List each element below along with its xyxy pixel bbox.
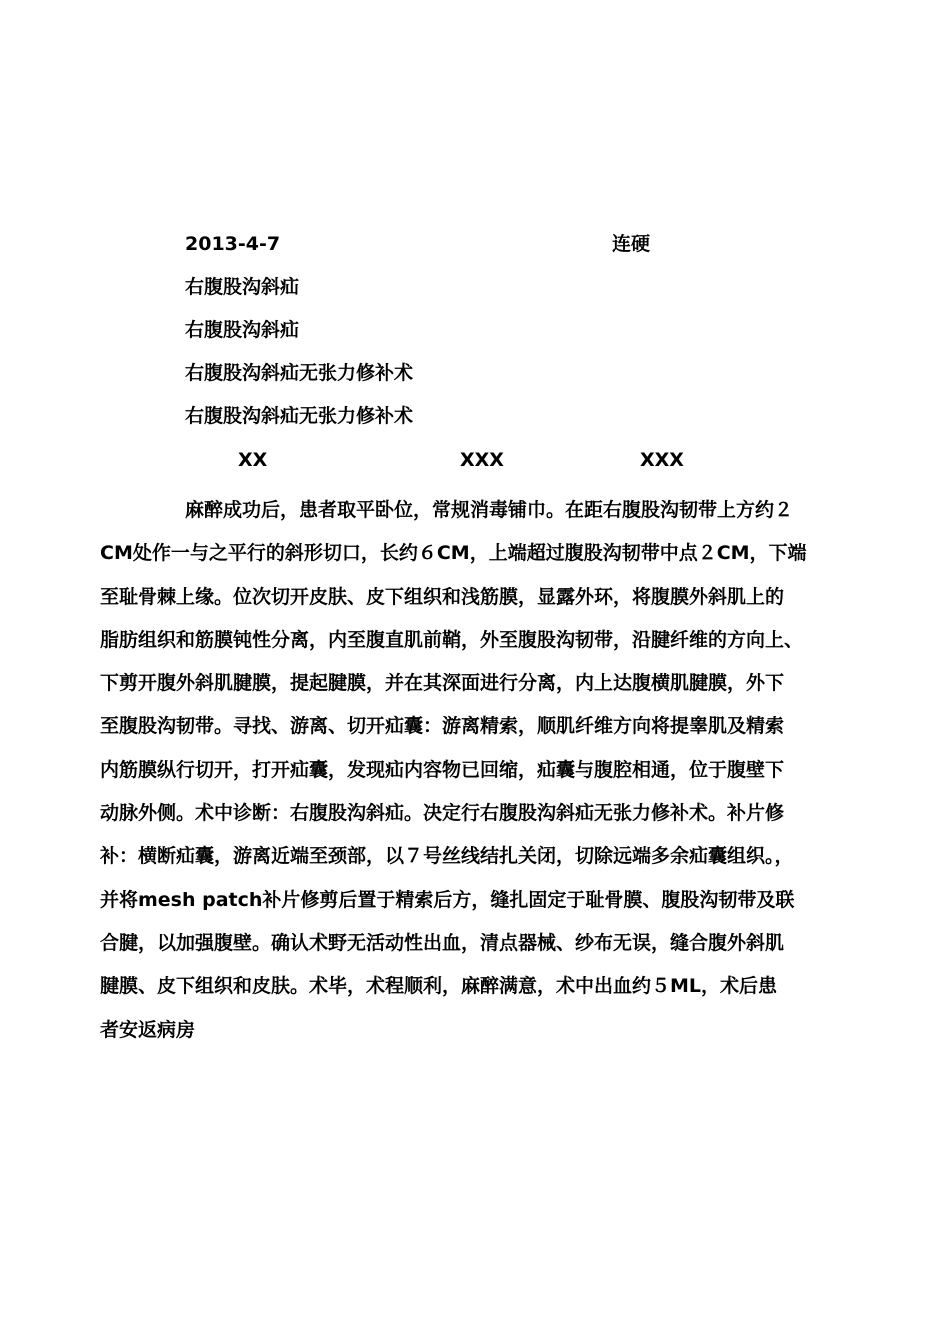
body-line: 腱膜、皮下组织和皮肤。术毕，术程顺利，麻醉满意，术中出血约５ML，术后患 [100,975,778,998]
body-line: 合腱，以加强腹壁。确认术野无活动性出血，清点器械、纱布无误，缝合腹外斜肌 [100,931,785,954]
body-line: 至耻骨棘上缘。位次切开皮肤、皮下组织和浅筋膜，显露外环，将腹膜外斜肌上的 [100,585,785,608]
body-line: 者安返病房 [100,1018,196,1041]
body-line: 麻醉成功后，患者取平卧位，常规消毒铺巾。在距右腹股沟韧带上方约２ [185,499,794,521]
body-line: 并将mesh patch补片修剪后置于精索后方，缝扎固定于耻骨膜、腹股沟韧带及联 [100,888,795,911]
performed-procedure: 右腹股沟斜疝无张力修补术 [185,405,414,427]
planned-procedure: 右腹股沟斜疝无张力修补术 [185,362,414,384]
body-line: 下剪开腹外斜肌腱膜，提起腱膜，并在其深面进行分离，内上达腹横肌腱膜，外下 [100,672,785,695]
body-line: CM处作一与之平行的斜形切口，长约６CM，上端超过腹股沟韧带中点２CM，下端 [100,542,807,565]
body-line: 动脉外侧。术中诊断：右腹股沟斜疝。决定行右腹股沟斜疝无张力修补术。补片修 [100,802,785,825]
surgeon-name: XX [238,449,268,471]
anesthetist-name: XXX [640,449,684,471]
body-line: 至腹股沟韧带。寻找、游离、切开疝囊：游离精索，顺肌纤维方向将提睾肌及精索 [100,715,785,738]
body-line: 补：横断疝囊，游离近端至颈部，以７号丝线结扎关闭，切除远端多余疝囊组织。， [100,845,794,868]
preoperative-diagnosis: 右腹股沟斜疝 [185,276,300,298]
assistant-name: XXX [460,449,504,471]
body-line: 脂肪组织和筋膜钝性分离，内至腹直肌前鞘，外至腹股沟韧带，沿腱纤维的方向上、 [100,628,804,651]
anesthesia-method: 连硬 [612,233,651,255]
body-line: 内筋膜纵行切开，打开疝囊，发现疝内容物已回缩，疝囊与腹腔相通，位于腹壁下 [100,758,785,781]
surgery-date: 2013-4-7 [185,233,281,255]
postoperative-diagnosis: 右腹股沟斜疝 [185,319,300,341]
operation-record-body [100,489,890,1052]
